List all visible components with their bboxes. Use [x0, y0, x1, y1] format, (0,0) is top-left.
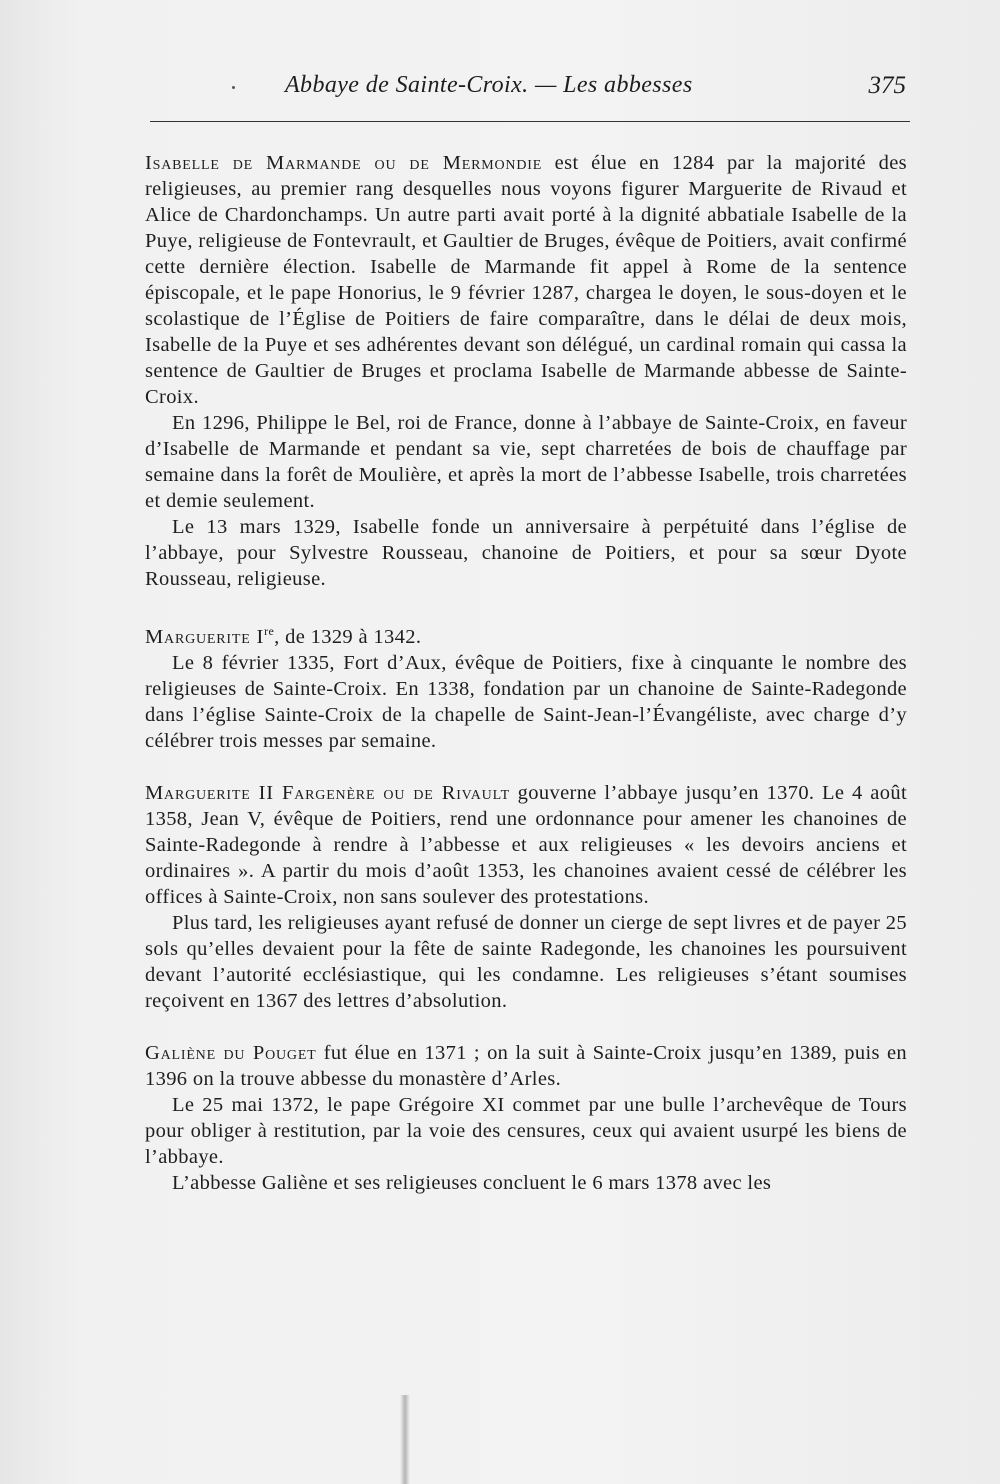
paragraph	[145, 1040, 907, 1092]
paragraph-text: , de 1329 à 1342.	[274, 625, 422, 648]
paragraph-text: Le 13 mars 1329, Isabelle fonde un anniversaire à perpétuité dans l’église de l’abbaye, pour Sylvestre Rousseau, chanoine de Poitiers, et pour sa sœur Dyote Rousseau, religieuse.	[145, 516, 907, 590]
paragraph	[145, 1170, 907, 1196]
paragraph	[145, 514, 907, 592]
header-rule	[150, 121, 910, 122]
paragraph	[145, 650, 907, 754]
paragraph	[145, 410, 907, 514]
body-text	[145, 150, 907, 1196]
paragraph-text: fut élue en 1371 ; on la suit à Sainte-Croix jusqu’en 1389, puis en 1396 on la trouve abbesse du monastère d’Arles.	[145, 1041, 908, 1090]
ordinal-superscript: re	[264, 624, 275, 638]
abbess-name: Marguerite I	[145, 625, 265, 648]
abbess-name: Marguerite II Fargenère ou de Rivault	[145, 781, 511, 804]
running-title: Abbaye de Sainte-Croix. — Les abbesses	[285, 72, 693, 98]
paragraph-text: est élue en 1284 par la majorité des religieuses, au premier rang desquelles nous voyons figurer Marguerite de Rivaud et Alice de Chardonchamps. Un autre parti avait porté à la dignité abbatiale Isabelle de la Puye, religieuse de Fontevrault, et Gaultier de Bruges, évêque de Poitiers, avait confirmé cette dernière élection. Isabelle de Marmande fit appel à Rome de la sentence épiscopale, et le pape Honorius, le 9 février 1287, chargea le doyen, le sous-doyen et le scolastique de l’Église de Poitiers de faire comparaître, dans le délai de deux mois, Isabelle de la Puye et ses adhérentes devant son délégué, un cardinal romain qui cassa la sentence de Gaultier de Bruges et proclama Isabelle de Marmande abbesse de Sainte-Croix.	[145, 152, 907, 408]
paragraph-text: Le 25 mai 1372, le pape Grégoire XI commet par une bulle l’archevêque de Tours pour obliger à restitution, par la voie des censures, ceux qui avaient usurpé les biens de l’abbaye.	[145, 1093, 907, 1168]
paragraph	[145, 618, 907, 650]
paragraph	[145, 780, 907, 910]
page-number: 375	[868, 72, 906, 99]
paragraph-text: gouverne l’abbaye jusqu’en 1370. Le 4 août 1358, Jean V, évêque de Poitiers, rend une ordonnance pour amener les chanoines de Sainte-Radegonde à rendre à l’abbesse et aux religieuses « les devoirs anciens et ordinaires ». A partir du mois d’août 1353, les chanoines avaient cessé de célébrer les offices à Sainte-Croix, non sans soulever des protestations.	[145, 781, 907, 908]
paragraph-text: En 1296, Philippe le Bel, roi de France, donne à l’abbaye de Sainte-Croix, en faveur d’Isabelle de Marmande et pendant sa vie, sept charretées de bois de chauffage par semaine dans la forêt de Moulière, et après la mort de l’abbesse Isabelle, trois charretées et demie seulement.	[145, 412, 907, 512]
paragraph-text: Plus tard, les religieuses ayant refusé de donner un cierge de sept livres et de payer 25 sols qu’elles devaient pour la fête de sainte Radegonde, les chanoines les poursuivent devant l’autorité ecclésiastique, qui les condamne. Les religieuses s’étant soumises reçoivent en 1367 des lettres d’absolution.	[145, 911, 907, 1012]
abbess-name: Galiène du Pouget	[145, 1041, 317, 1064]
binding-shadow	[400, 1395, 410, 1484]
abbess-name: Isabelle de Marmande ou de Mermondie	[145, 152, 543, 174]
paragraph	[145, 150, 907, 410]
paragraph-text: Le 8 février 1335, Fort d’Aux, évêque de Poitiers, fixe à cinquante le nombre des religieuses de Sainte-Croix. En 1338, fondation par un chanoine de Sainte-Radegonde dans l’église Sainte-Croix de la chapelle de Saint-Jean-l’Évangéliste, avec charge d’y célébrer trois messes par semaine.	[145, 651, 907, 752]
paragraph	[145, 1092, 907, 1170]
paragraph-text: L’abbesse Galiène et ses religieuses concluent le 6 mars 1378 avec les	[172, 1171, 772, 1194]
paragraph	[145, 910, 907, 1014]
running-header	[150, 66, 910, 106]
